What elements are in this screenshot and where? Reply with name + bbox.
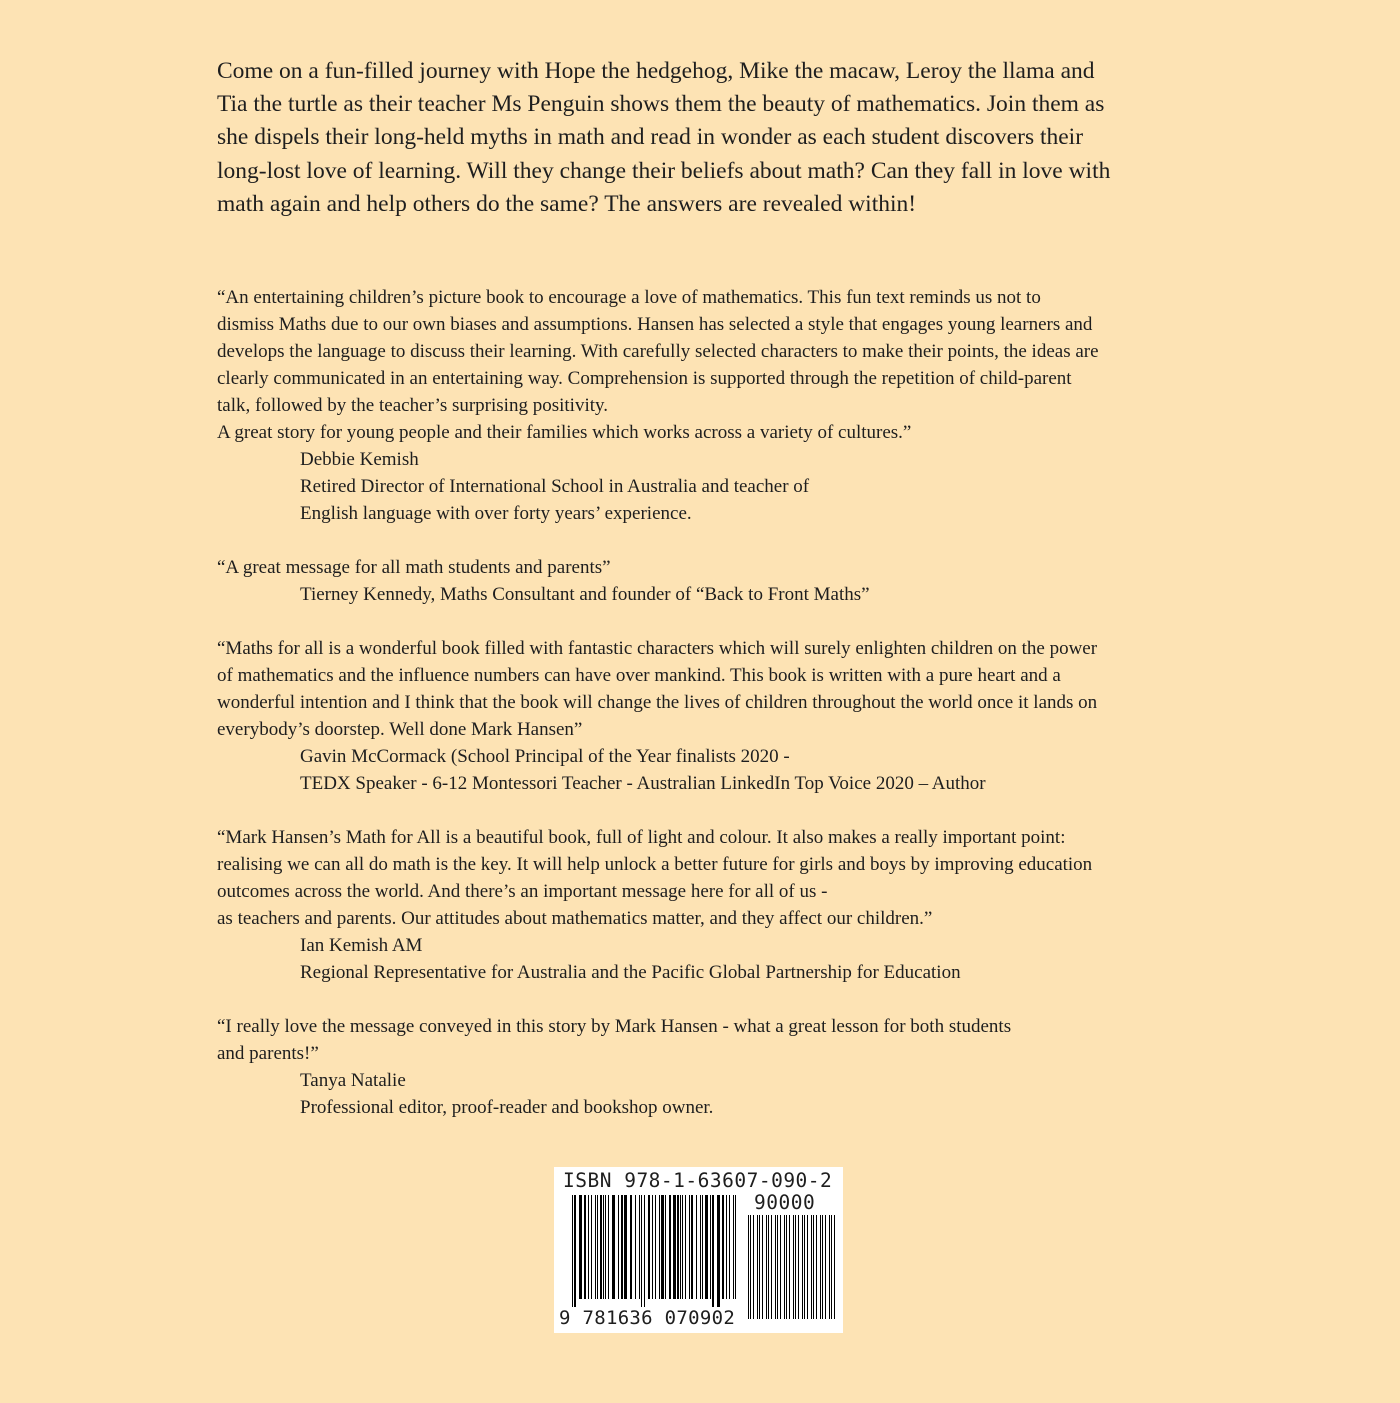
barcode-bar [597, 1195, 598, 1299]
barcode-bar [608, 1195, 609, 1299]
barcode-bar [793, 1215, 794, 1319]
barcode-bar [777, 1215, 778, 1319]
review-quote-line: “Mark Hansen’s Math for All is a beautiful book, full of light and colour. It also makes a really important point: [217, 827, 1066, 848]
review-quote-line: as teachers and parents. Our attitudes about mathematics matter, and they affect our children.” [217, 908, 933, 929]
barcode-bar [712, 1195, 714, 1307]
barcode-bar [789, 1215, 790, 1319]
barcode-bar [766, 1215, 767, 1319]
barcode-bar [784, 1215, 785, 1319]
barcode-bar [612, 1195, 615, 1299]
barcode-bar [735, 1195, 736, 1299]
barcode-bar [795, 1215, 796, 1319]
review-quote-line: A great story for young people and their families which works across a variety of cultures.” [217, 422, 912, 443]
review-quote-line: “I really love the message conveyed in this story by Mark Hansen - what a great lesson for both students [217, 1016, 1012, 1037]
barcode-bar [820, 1215, 821, 1319]
barcode-bar [669, 1195, 671, 1299]
barcode-bar [630, 1195, 632, 1299]
review-attribution: Gavin McCormack (School Principal of the Year finalists 2020 - [300, 746, 790, 767]
review-quote-line: dismiss Maths due to our own biases and assumptions. Hansen has selected a style that engages young learners and [217, 314, 1093, 335]
review-attribution: Ian Kemish AM [300, 935, 423, 956]
barcode-bar [605, 1195, 606, 1299]
barcode-bar [759, 1215, 760, 1319]
barcode-bar [762, 1215, 763, 1319]
barcode-bar [768, 1215, 769, 1319]
barcode-bar [696, 1195, 697, 1299]
barcode-bar [659, 1195, 660, 1299]
barcode-bar [665, 1195, 666, 1299]
review-quote-line: outcomes across the world. And there’s an important message here for all of us - [217, 881, 828, 902]
barcode-bar [757, 1215, 758, 1319]
barcode-bar [579, 1195, 582, 1299]
barcode-bar [831, 1215, 832, 1319]
review-attribution: Tierney Kennedy, Maths Consultant and founder of “Back to Front Maths” [300, 584, 870, 605]
barcode-bar [816, 1215, 817, 1319]
barcode-bar [677, 1195, 679, 1299]
barcode-bar [680, 1195, 681, 1299]
barcode-bar [822, 1215, 823, 1319]
barcode-bar [624, 1195, 627, 1299]
review-quote-line: “Maths for all is a wonderful book filled with fantastic characters which will surely enlighten children on the power [217, 638, 1098, 659]
blurb-line: Tia the turtle as their teacher Ms Penguin shows them the beauty of mathematics. Join them as [217, 91, 1105, 118]
barcode-bar [661, 1195, 664, 1299]
barcode-bar [702, 1195, 703, 1299]
barcode-bar [588, 1195, 589, 1299]
barcode-bar [775, 1215, 776, 1319]
review-natalie [217, 1013, 1227, 1121]
barcode-bar [648, 1195, 650, 1299]
reviews-section [217, 284, 1227, 1148]
barcode-bar [804, 1215, 805, 1319]
review-quote-line: everybody’s doorstep. Well done Mark Hansen” [217, 719, 583, 740]
review-quote-line: “A great message for all math students and parents” [217, 557, 611, 578]
review-attribution: Regional Representative for Australia and the Pacific Global Partnership for Education [300, 962, 961, 983]
blurb-line: long-lost love of learning. Will they change their beliefs about math? Can they fall in love with [217, 157, 1111, 184]
review-quote-line: develops the language to discuss their learning. With carefully selected characters to make their points, the ideas are [217, 341, 1099, 362]
review-attribution: Tanya Natalie [300, 1070, 406, 1091]
blurb-line: she dispels their long-held myths in math and read in wonder as each student discovers their [217, 124, 1084, 151]
barcode-bar [753, 1215, 754, 1319]
barcode-bar [780, 1215, 781, 1319]
barcode-bar [750, 1215, 751, 1319]
blurb-line: math again and help others do the same? The answers are revealed within! [217, 190, 917, 217]
isbn-label: ISBN 978-1-63607-090-2 [563, 1169, 833, 1192]
review-quote-line: clearly communicated in an entertaining way. Comprehension is supported through the repetition of child-parent [217, 368, 1072, 389]
barcode-bar [802, 1215, 803, 1319]
review-attribution: English language with over forty years’ experience. [300, 503, 692, 524]
barcode-bar [641, 1195, 642, 1307]
review-attribution: Debbie Kemish [300, 449, 419, 470]
blurb-line: Come on a fun-filled journey with Hope the hedgehog, Mike the macaw, Leroy the llama and [217, 58, 1095, 84]
barcode-bar [603, 1195, 604, 1299]
barcode-bar [700, 1195, 701, 1299]
barcode-bar [574, 1195, 576, 1307]
barcode-bar [825, 1215, 826, 1319]
barcode-digits: 9 781636 070902 [559, 1307, 736, 1329]
barcode-bar [722, 1195, 724, 1299]
barcode-bar [748, 1215, 749, 1319]
barcode-bar [705, 1195, 708, 1299]
review-quote-line: of mathematics and the influence numbers can have over mankind. This book is written with a pure heart and a [217, 665, 1061, 686]
barcode-bar [771, 1215, 772, 1319]
barcode-bar [813, 1215, 814, 1319]
barcode-bar [595, 1195, 596, 1299]
barcode-bar [584, 1195, 586, 1299]
barcode-bar [685, 1195, 686, 1299]
review-quote-line: talk, followed by the teacher’s surprising positivity. [217, 395, 609, 416]
review-kemish-ian [217, 824, 1227, 986]
barcode-bar [655, 1195, 656, 1299]
barcode-bar [807, 1215, 808, 1319]
barcode-bar [673, 1195, 676, 1299]
review-quote-line: “An entertaining children’s picture book to encourage a love of mathematics. This fun text reminds us not to [217, 287, 1041, 308]
review-quote-line: and parents!” [217, 1043, 319, 1064]
barcode-bar [811, 1215, 812, 1319]
barcode-bar [691, 1195, 693, 1299]
barcode-addon-number: 90000 [754, 1191, 816, 1214]
review-attribution: Professional editor, proof-reader and bookshop owner. [300, 1097, 714, 1118]
barcode-bar [829, 1215, 830, 1319]
barcode-bar [726, 1195, 727, 1299]
barcode-bar [621, 1195, 623, 1299]
barcode-bar [591, 1195, 592, 1299]
review-attribution: TEDX Speaker - 6-12 Montessori Teacher - Australian LinkedIn Top Voice 2020 – Author [300, 773, 986, 794]
review-kennedy [217, 554, 1227, 608]
barcode-bar [733, 1195, 734, 1299]
barcode-bar [639, 1195, 640, 1299]
barcode-bar [652, 1195, 653, 1299]
barcode-bar [710, 1195, 711, 1299]
book-blurb [217, 55, 1207, 221]
barcode-bar [834, 1215, 835, 1319]
barcode-bar [729, 1195, 730, 1299]
review-mccormack [217, 635, 1227, 797]
review-kemish-debbie [217, 284, 1227, 527]
review-quote-line: realising we can all do math is the key. It will help unlock a better future for girls and boys by improving education [217, 854, 1093, 875]
review-attribution: Retired Director of International School in Australia and teacher of [300, 476, 810, 497]
barcode-bar [572, 1195, 573, 1307]
barcode-bar [689, 1195, 690, 1299]
review-quote-line: wonderful intention and I think that the book will change the lives of children throughout the world once it lands on [217, 692, 1098, 713]
barcode-bar [717, 1195, 720, 1307]
barcode-bar [600, 1195, 602, 1299]
barcode-bar [682, 1195, 683, 1299]
barcode-bar [644, 1195, 645, 1307]
barcode-bar [635, 1195, 636, 1299]
barcode-bar [618, 1195, 619, 1299]
barcode-bar [786, 1215, 787, 1319]
isbn-barcode [554, 1167, 843, 1333]
barcode-bar [798, 1215, 799, 1319]
